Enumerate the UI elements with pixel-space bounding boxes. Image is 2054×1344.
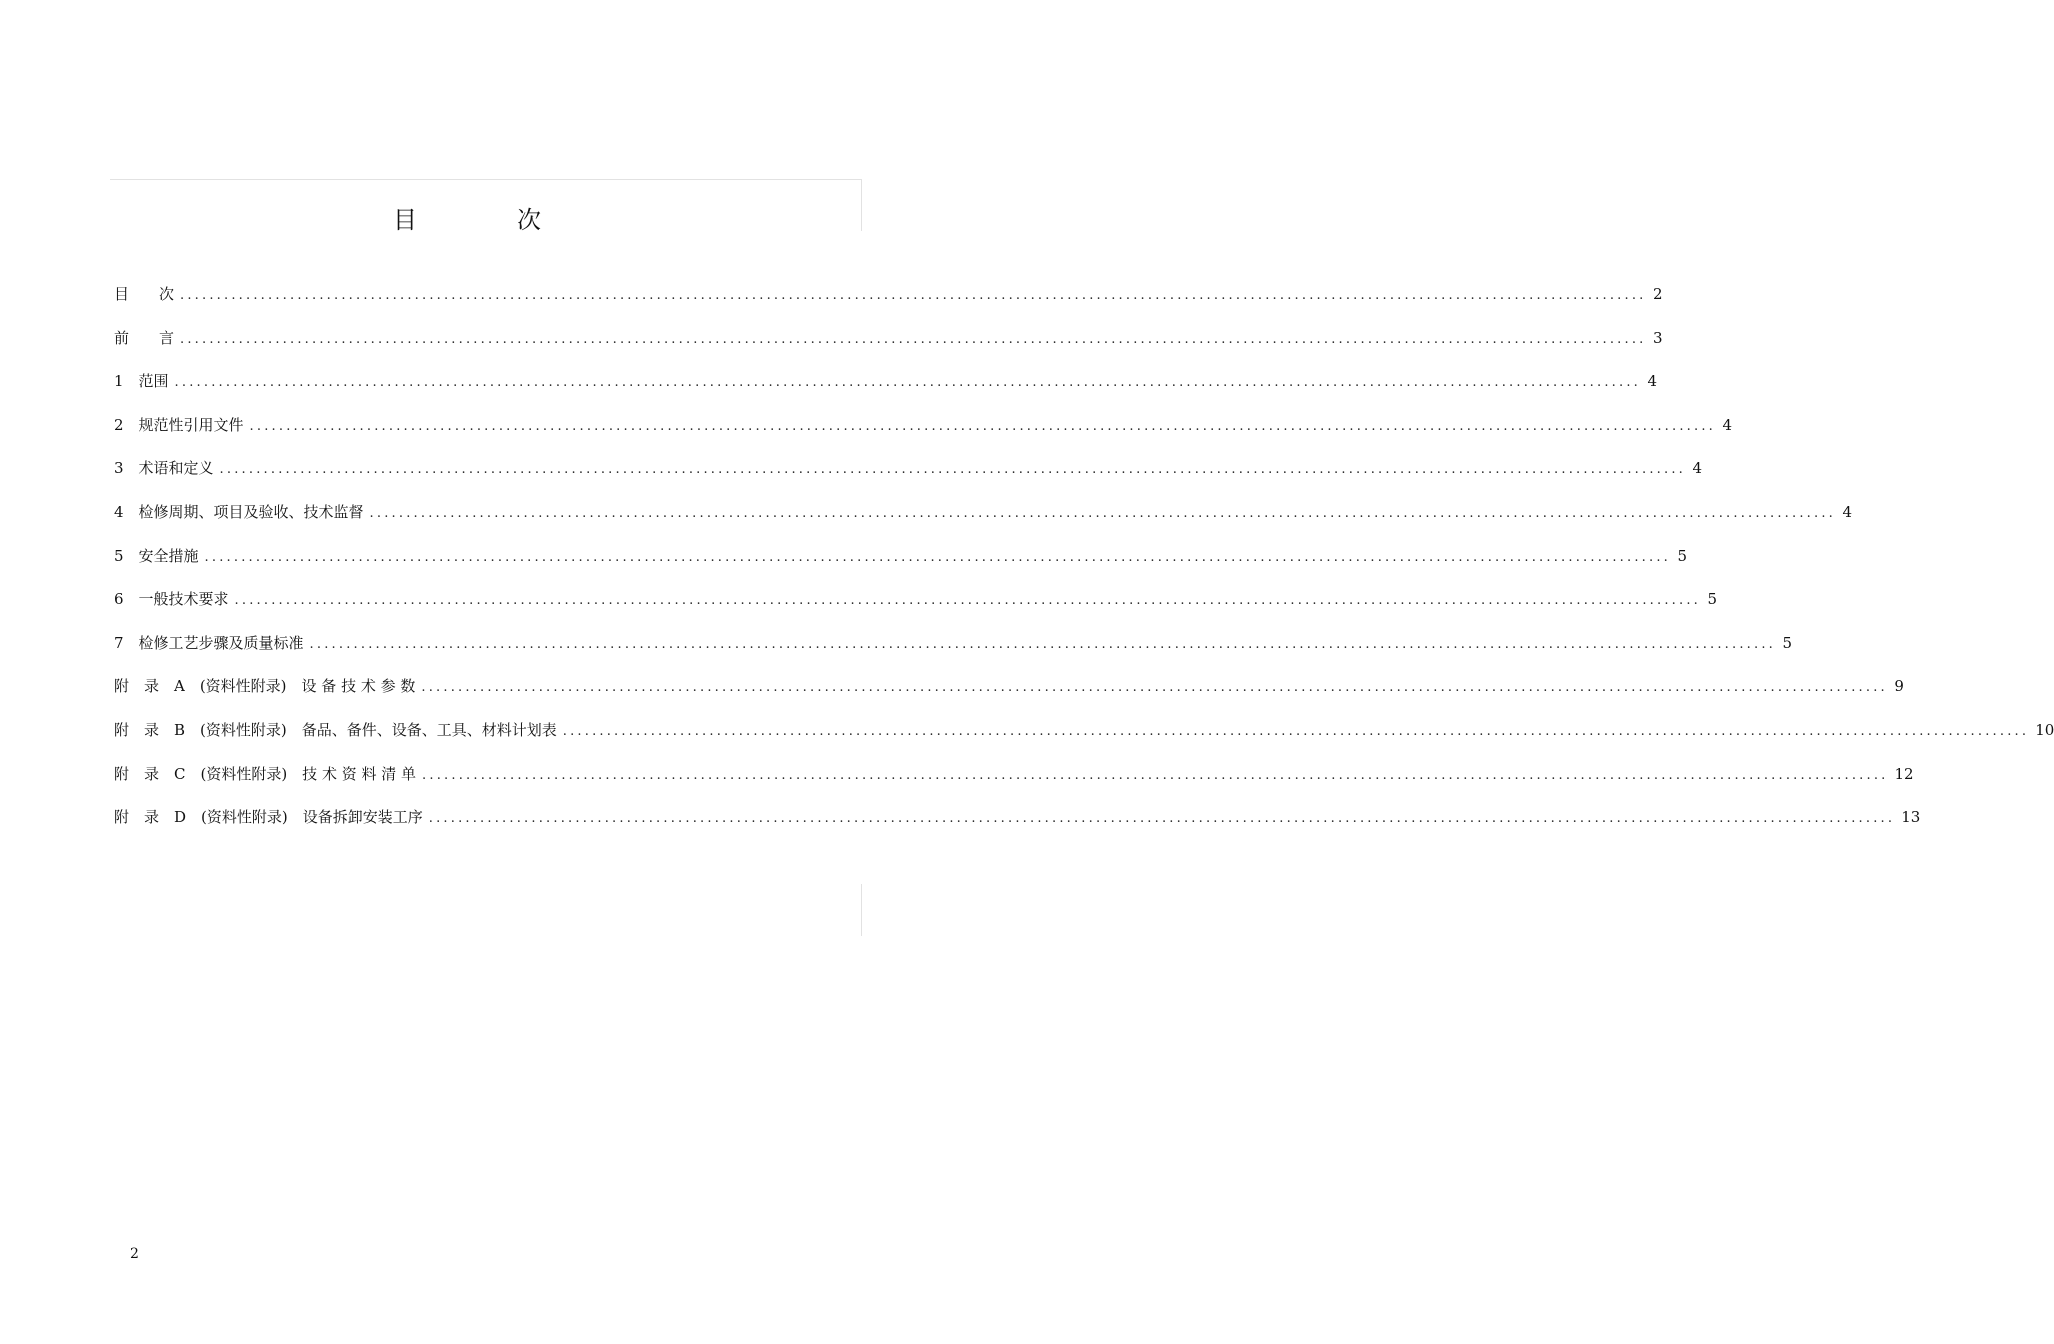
toc-entry-page: 4 (1692, 459, 1703, 478)
toc-leader-dots: ........................................................................................................................................................................................................ (174, 375, 1642, 391)
toc-entry-label: 2 规范性引用文件 (114, 415, 244, 434)
toc-entry-page: 4 (1722, 415, 1733, 434)
toc-leader-dots: ........................................................................................................................................................................................................ (562, 723, 2030, 739)
toc-leader-dots: ........................................................................................................................................................................................................ (249, 418, 1717, 434)
toc-entry-label: 附 录 D (资料性附录) 设备拆卸安装工序 (114, 808, 423, 827)
toc-entry-label: 1 范围 (114, 372, 169, 391)
toc-entry-label: 附 录 A (资料性附录) 设 备 技 术 参 数 (114, 677, 416, 696)
toc-leader-dots: ........................................................................................................................................................................................................ (421, 680, 1888, 696)
toc-entry-label: 附 录 C (资料性附录) 技 术 资 料 清 单 (114, 764, 417, 783)
toc-entry-label: 4 检修周期、项目及验收、技术监督 (114, 502, 364, 521)
toc-leader-dots: ........................................................................................................................................................................................................ (309, 636, 1777, 652)
toc-entry-page: 5 (1677, 546, 1688, 565)
toc-entry-appendix-d[interactable] (114, 807, 1921, 851)
toc-entry-page: 2 (1652, 285, 1663, 303)
toc-entry-page: 10 (2035, 720, 2054, 739)
margin-rule-bottom (861, 884, 862, 936)
toc-entry-contents[interactable] (114, 284, 1663, 328)
toc-entry-page: 5 (1707, 590, 1718, 609)
toc-entry-foreword[interactable] (114, 328, 1663, 372)
toc-entry-page: 3 (1652, 328, 1663, 347)
toc-entry-general-requirements[interactable] (114, 589, 1718, 633)
toc-entry-page: 13 (1901, 808, 1921, 827)
toc-entry-label: 前 言 (114, 328, 175, 347)
toc-entry-appendix-c[interactable] (114, 764, 1914, 808)
toc-entry-page: 4 (1842, 502, 1853, 521)
toc-entry-label: 7 检修工艺步骤及质量标准 (114, 633, 304, 652)
toc-leader-dots: ........................................................................................................................................................................................................ (369, 505, 1837, 521)
toc-entry-scope[interactable] (114, 371, 1658, 415)
toc-entry-label: 目 次 (114, 285, 175, 303)
toc-entry-maintenance-cycle[interactable] (114, 502, 1853, 546)
toc-leader-dots: ........................................................................................................................................................................................................ (422, 767, 1889, 783)
toc-leader-dots: ........................................................................................................................................................................................................ (219, 462, 1687, 478)
toc-entry-terms[interactable] (114, 458, 1703, 502)
toc-entry-page: 5 (1782, 633, 1793, 652)
toc-entry-page: 9 (1894, 677, 1904, 696)
toc-entry-process-steps[interactable] (114, 633, 1793, 677)
toc-entry-appendix-b[interactable] (114, 720, 2054, 764)
toc-entry-label: 3 术语和定义 (114, 459, 214, 478)
toc-entry-appendix-a[interactable] (114, 676, 1904, 720)
toc-entry-normative-references[interactable] (114, 415, 1733, 459)
toc-leader-dots: ........................................................................................................................................................................................................ (180, 331, 1647, 347)
table-of-contents (114, 284, 2054, 851)
toc-leader-dots: ........................................................................................................................................................................................................ (180, 288, 1647, 303)
toc-entry-page: 4 (1647, 372, 1658, 391)
toc-entry-label: 6 一般技术要求 (114, 590, 229, 609)
toc-entry-label: 附 录 B (资料性附录) 备品、备件、设备、工具、材料计划表 (114, 720, 557, 739)
toc-leader-dots: ........................................................................................................................................................................................................ (234, 593, 1702, 609)
toc-leader-dots: ........................................................................................................................................................................................................ (204, 549, 1672, 565)
page-number: 2 (130, 1246, 139, 1262)
page-title: 目 次 (393, 206, 579, 235)
toc-leader-dots: ........................................................................................................................................................................................................ (428, 811, 1896, 827)
toc-entry-page: 12 (1894, 764, 1914, 783)
toc-entry-label: 5 安全措施 (114, 546, 199, 565)
toc-entry-safety[interactable] (114, 546, 1688, 590)
header-rule (110, 179, 862, 180)
